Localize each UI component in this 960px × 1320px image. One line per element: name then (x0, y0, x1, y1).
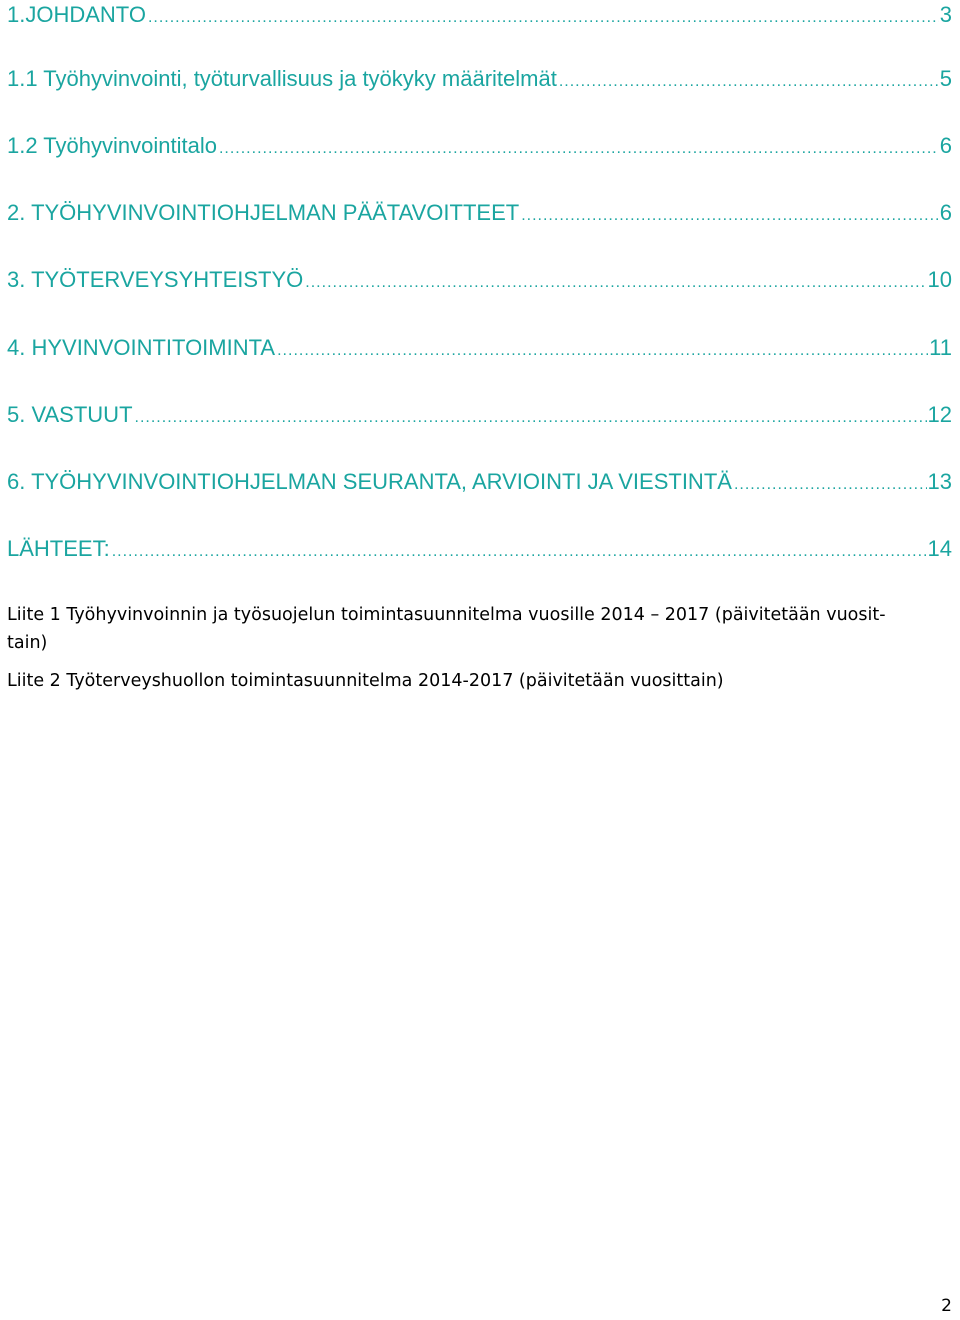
toc-dot-leader (112, 537, 927, 567)
toc-dot-leader (277, 336, 928, 366)
appendix-1-line-2: tain) (7, 633, 48, 653)
toc-entry-johdanto[interactable] (7, 0, 952, 30)
toc-entry-lahteet[interactable] (7, 534, 952, 564)
appendix-1-line-1: Liite 1 Työhyvinvoinnin ja työsuojelun toimintasuunnitelma vuosille 2014 – 2017 (päivitetään vuosit- (7, 605, 886, 625)
toc-dot-leader (148, 3, 939, 33)
toc-entry-page: 14 (927, 536, 952, 561)
toc-entry-page: 6 (939, 200, 952, 225)
toc-entry-page: 12 (927, 402, 952, 427)
toc-entry-tyoterveysyhteistyo[interactable] (7, 265, 952, 295)
toc-entry-title: 2. TYÖHYVINVOINTIOHJELMAN PÄÄTAVOITTEET (7, 200, 520, 225)
toc-entry-page: 11 (929, 335, 952, 360)
toc-entry-title: 1.2 Työhyvinvointitalo (7, 133, 217, 158)
toc-entry-title: 1.JOHDANTO (7, 2, 146, 27)
toc-dot-leader (135, 403, 927, 433)
toc-dot-leader (219, 134, 939, 164)
toc-entry-page: 5 (939, 66, 952, 91)
toc-entry-title: LÄHTEET: (7, 536, 110, 561)
toc-entry-page: 13 (927, 469, 952, 494)
toc-entry-page: 10 (927, 267, 952, 292)
toc-entry-title: 6. TYÖHYVINVOINTIOHJELMAN SEURANTA, ARVIOINTI JA VIESTINTÄ (7, 469, 732, 494)
toc-entry-hyvinvointitoiminta[interactable] (7, 333, 952, 363)
toc-entry-seuranta[interactable] (7, 467, 952, 497)
toc-entry-maaritelmat[interactable] (7, 64, 952, 94)
toc-entry-tyohyvinvointitalo[interactable] (7, 131, 952, 161)
toc-dot-leader (734, 470, 927, 500)
toc-entry-title: 5. VASTUUT (7, 402, 133, 427)
toc-entry-title: 4. HYVINVOINTITOIMINTA (7, 335, 276, 360)
toc-entry-page: 3 (939, 2, 952, 27)
toc-entry-vastuut[interactable] (7, 400, 952, 430)
page-number: 2 (941, 1296, 952, 1316)
toc-dot-leader (521, 201, 939, 231)
appendix-2: Liite 2 Työterveyshuollon toimintasuunnitelma 2014-2017 (päivitetään vuosittain) (7, 671, 724, 691)
toc-dot-leader (559, 67, 939, 97)
toc-dot-leader (305, 268, 926, 298)
toc-entry-page: 6 (939, 133, 952, 158)
toc-entry-title: 1.1 Työhyvinvointi, työturvallisuus ja työkyky määritelmät (7, 66, 557, 91)
toc-entry-title: 3. TYÖTERVEYSYHTEISTYÖ (7, 267, 304, 292)
toc-entry-paatavoitteet[interactable] (7, 198, 952, 228)
